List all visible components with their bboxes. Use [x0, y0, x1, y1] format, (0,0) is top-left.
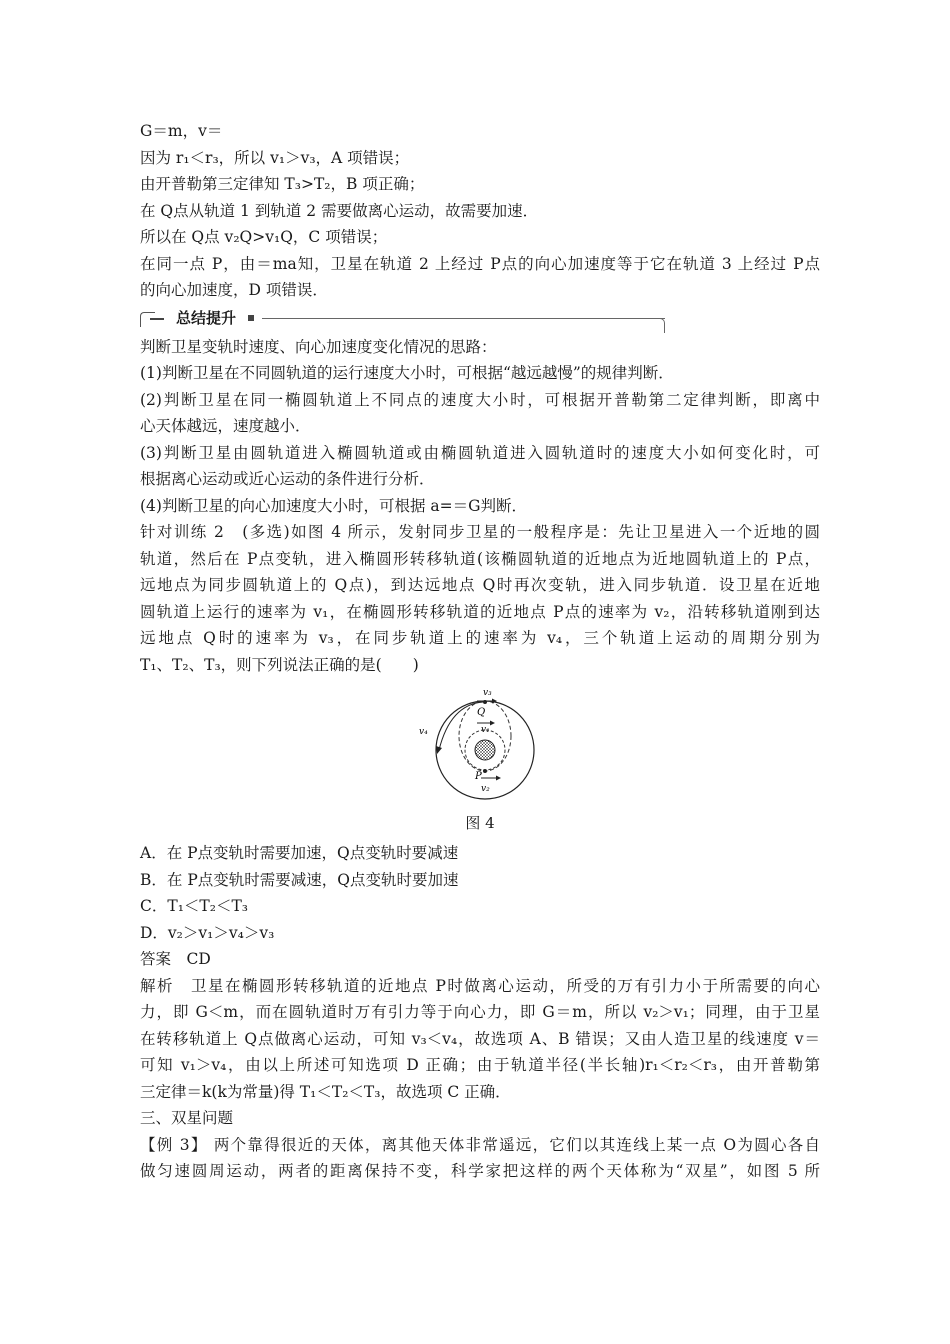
options-block — [140, 840, 820, 946]
summary-block — [140, 334, 820, 520]
earth — [475, 740, 495, 760]
text-line: 远地点 Q时的速率为 v₃，在同步轨道上的速率为 v₄，三个轨道上运动的周期分别为 — [140, 629, 820, 647]
text-line: (3)判断卫星由圆轨道进入椭圆轨道或由椭圆轨道进入圆轨道时的速度大小如何变化时，可 — [140, 443, 820, 462]
label-v4: v₄ — [419, 727, 428, 737]
label-v1: v₁ — [481, 725, 490, 735]
text-line: G＝m，v＝ — [140, 122, 223, 140]
text-line: T₁、T₂、T₃，则下列说法正确的是( ) — [140, 655, 419, 674]
label-v3: v₃ — [483, 688, 492, 698]
text-line: 可知 v₁＞v₄，由以上所述可知选项 D 正确；由于轨道半径(半长轴)r₁＜r₂＜r₃，由开普勒第 — [140, 1056, 820, 1074]
option-c: C．T₁＜T₂＜T₃ — [140, 897, 249, 915]
text-line: 针对训练 2 (多选)如图 4 所示，发射同步卫星的一般程序是：先让卫星进入一个近地的圆 — [140, 523, 820, 541]
v1-arrowhead — [490, 721, 495, 726]
point-q — [483, 700, 487, 704]
banner-rule — [262, 318, 665, 319]
text-line: 在同一点 P，由＝ma知，卫星在轨道 2 上经过 P点的向心加速度等于它在轨道 3 上经过 P点 — [140, 254, 820, 273]
text-line: 解析 卫星在椭圆形转移轨道的近地点 P时做离心运动，所受的万有引力小于所需要的向心 — [140, 976, 820, 995]
banner-square-decoration — [248, 315, 254, 321]
text-line: 所以在 Q点 v₂Q>v₁Q，C 项错误； — [140, 228, 388, 246]
text-line: 远地点为同步圆轨道上的 Q点)，到达远地点 Q时再次变轨，进入同步轨道．设卫星在近地 — [140, 576, 820, 594]
solution-block — [140, 118, 820, 304]
option-d: D．v₂＞v₁＞v₄＞v₃ — [140, 923, 275, 942]
figure-caption: 图 4 — [465, 814, 495, 832]
orbit-diagram — [415, 686, 545, 806]
v2-arrowhead — [496, 776, 501, 781]
text-line: 轨道，然后在 P点变轨，进入椭圆形转移轨道(该椭圆轨道的近地点为近地圆轨道上的 P点， — [140, 549, 820, 568]
text-line: 的向心加速度，D 项错误． — [140, 281, 328, 299]
point-p — [483, 769, 487, 773]
document-page — [140, 118, 820, 1185]
summary-title: 总结提升 — [176, 308, 237, 327]
analysis-block — [140, 973, 820, 1106]
orbit-figure — [140, 686, 820, 808]
example-block — [140, 1132, 820, 1185]
text-line: 在转移轨道上 Q点做离心运动，可知 v₃＜v₄，故选项 A、B 错误；又由人造卫星的线速度 v＝ — [140, 1029, 820, 1048]
label-v2: v₂ — [481, 784, 490, 794]
text-line: 在 Q点从轨道 1 到轨道 2 需要做离心运动，故需要加速． — [140, 201, 539, 220]
banner-right-corner-decoration — [654, 318, 665, 333]
exercise-block — [140, 519, 820, 678]
text-line: 圆轨道上运行的速率为 v₁，在椭圆形转移轨道的近地点 P点的速率为 v₂，沿转移轨道刚到达 — [140, 602, 820, 621]
text-line: 【例 3】 两个靠得很近的天体，离其他天体非常遥远，它们以其连线上某一点 O为圆心各自 — [140, 1135, 820, 1154]
text-line: 因为 r₁＜r₃，所以 v₁＞v₃，A 项错误； — [140, 148, 410, 167]
text-line: 判断卫星变轨时速度、向心加速度变化情况的思路： — [140, 337, 497, 356]
option-a: A．在 P点变轨时需要加速，Q点变轨时要减速 — [140, 844, 459, 862]
text-line: (2)判断卫星在同一椭圆轨道上不同点的速度大小时，可根据开普勒第二定律判断，即离中 — [140, 390, 820, 409]
text-line: (1)判断卫星在不同圆轨道的运行速度大小时，可根据“越远越慢”的规律判断． — [140, 364, 674, 382]
option-b: B．在 P点变轨时需要减速，Q点变轨时要加速 — [140, 870, 459, 889]
text-line: 三定律＝k(k为常量)得 T₁＜T₂＜T₃，故选项 C 正确． — [140, 1082, 511, 1101]
text-line: 力，即 G＜m，而在圆轨道时万有引力等于向心力，即 G＝m，所以 v₂＞v₁；同理，由于卫星 — [140, 1003, 820, 1021]
answer-line: 答案 CD — [140, 950, 211, 968]
banner-dash-decoration — [150, 318, 164, 320]
text-line: (4)判断卫星的向心加速度大小时，可根据 a=＝G判断． — [140, 496, 527, 515]
label-p: P — [475, 771, 482, 782]
text-line: 根据离心运动或近心运动的条件进行分析． — [140, 470, 435, 488]
summary-banner — [140, 306, 820, 332]
text-line: 由开普勒第三定律知 T₃>T₂，B 项正确； — [140, 175, 425, 193]
v4-arrowhead — [436, 746, 442, 754]
section-title: 三、双星问题 — [140, 1109, 234, 1127]
label-q: Q — [477, 707, 486, 718]
text-line: 做匀速圆周运动，两者的距离保持不变，科学家把这样的两个天体称为“双星”，如图 5 所 — [140, 1162, 820, 1180]
text-line: 心天体越远，速度越小． — [140, 417, 311, 435]
